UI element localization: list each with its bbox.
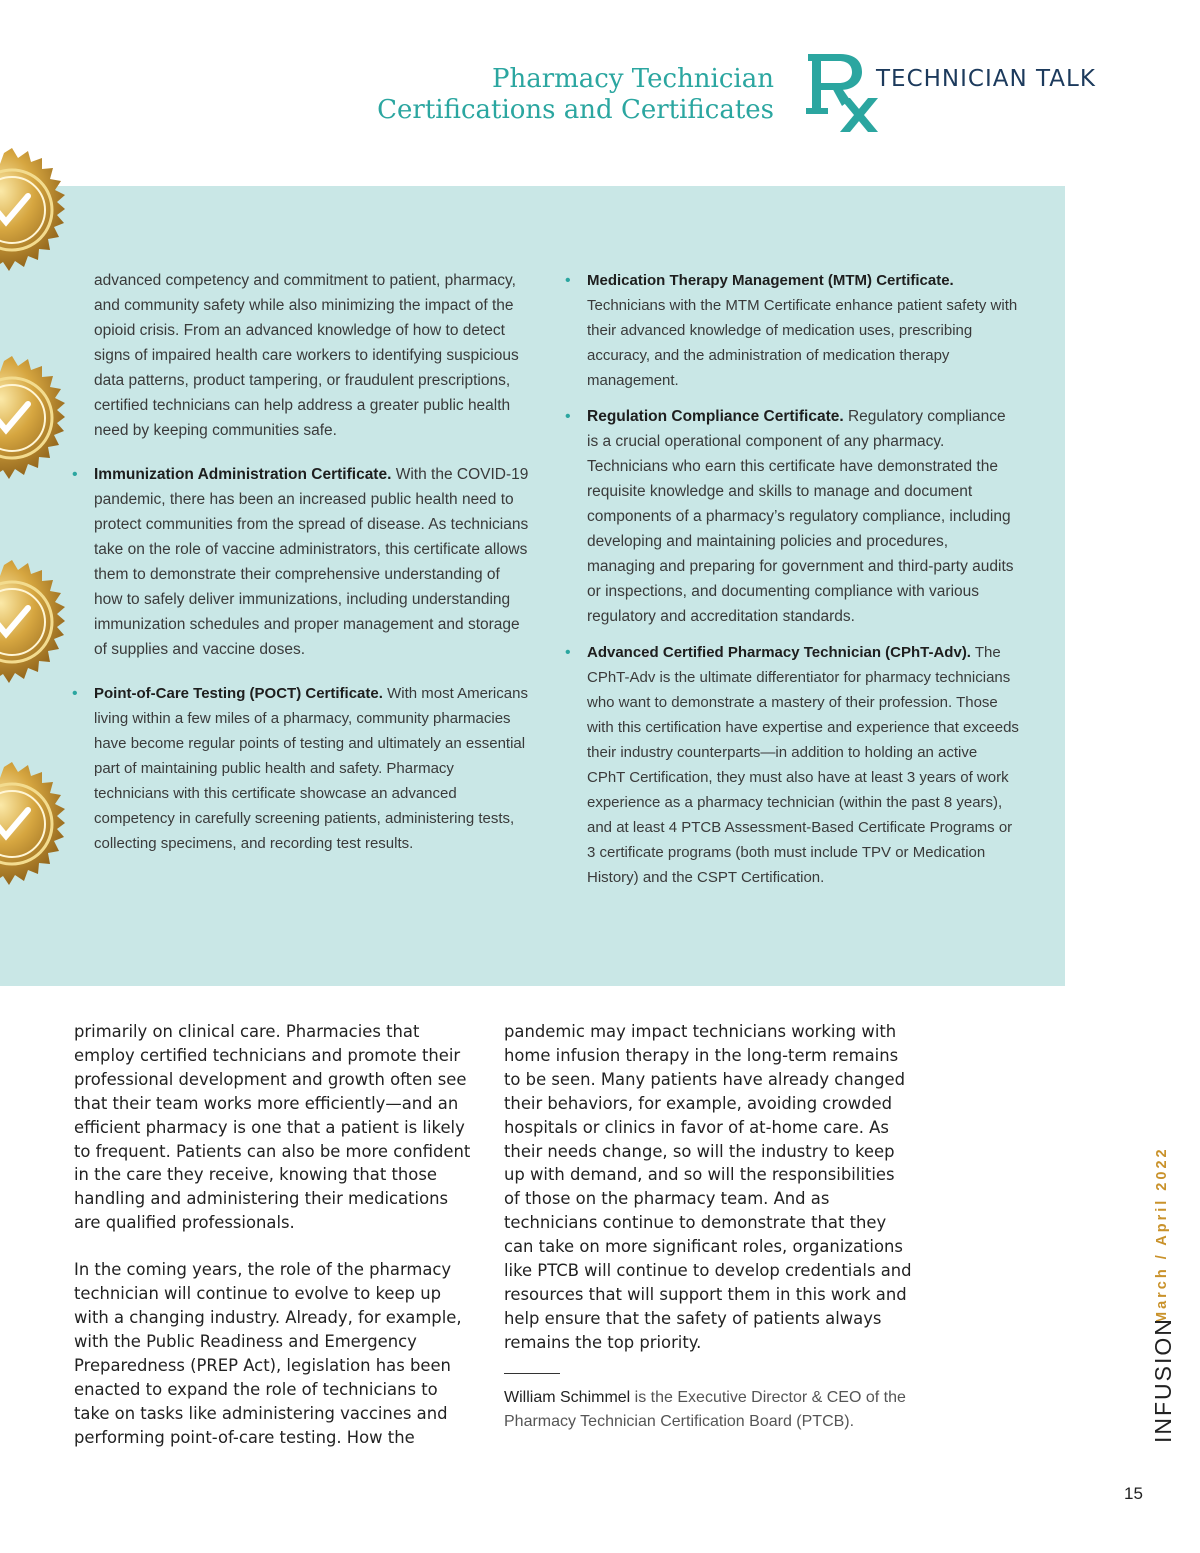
list-item-title: Regulation Compliance Certificate. bbox=[587, 408, 844, 425]
page-number: 15 bbox=[1124, 1484, 1143, 1503]
list-item-title: Medication Therapy Management (MTM) Certificate. bbox=[587, 272, 954, 289]
list-item-title: Point-of-Care Testing (POCT) Certificate. bbox=[94, 685, 383, 702]
list-item-text: With the COVID-19 pandemic, there has been an increased public health need to protect communities from the spread of disease. As technicians take on the role of vaccine administrators, this certificate allows them to demonstrate their comprehensive understanding of how to safely deliver immunizations, including understanding immunization schedules and proper management and storage of supplies and vaccine doses. bbox=[94, 466, 529, 658]
author-name: William Schimmel bbox=[504, 1388, 631, 1406]
certificates-panel bbox=[0, 186, 1065, 986]
list-item bbox=[94, 681, 530, 856]
section-label: TECHNICIAN TALK bbox=[876, 66, 1096, 92]
list-item bbox=[587, 404, 1019, 629]
gold-seal-icon bbox=[0, 356, 80, 492]
body-left-column bbox=[74, 1020, 476, 1449]
body-paragraph: In the coming years, the role of the pharmacy technician will continue to evolve to keep up with a changing industry. Already, for example, with the Public Readiness and Emergency Preparedness (PREP Act), legislation has been enacted to expand the role of technicians to take on tasks like administering vaccines and performing point-of-care testing. How the bbox=[74, 1260, 462, 1447]
list-item-title: Advanced Certified Pharmacy Technician (CPhT-Adv). bbox=[587, 644, 971, 661]
author-bio bbox=[504, 1386, 914, 1434]
rx-logo-icon bbox=[806, 48, 880, 134]
list-item-text: Technicians with the MTM Certificate enhance patient safety with their advanced knowledge of medication uses, prescribing accuracy, and the administration of medication therapy management. bbox=[587, 297, 1018, 389]
gold-seal-icon bbox=[0, 560, 80, 696]
article-title-line-1: Pharmacy Technician bbox=[491, 64, 774, 94]
panel-intro-text: advanced competency and commitment to patient, pharmacy, and community safety while also minimizing the impact of the opioid crisis. From an advanced knowledge of how to detect signs of impaired health care workers to identifying suspicious data patterns, product tampering, or fraudulent prescriptions, certified technicians can help address a greater public health need by keeping communities safe. bbox=[94, 272, 519, 439]
list-item bbox=[587, 640, 1019, 890]
author-bio-text: is the Executive Director & CEO of the Pharmacy Technician Certification Board (PTCB). bbox=[504, 1388, 906, 1430]
list-item-text: The CPhT-Adv is the ultimate differentiator for pharmacy technicians who want to demonstrate a mastery of their profession. Those with this certification have expertise and experience that exceeds their industry counterparts—in addition to holding an active CPhT Certification, they must also have at least 3 years of work experience as a pharmacy technician (within the past 8 years), and at least 4 PTCB Assessment-Based Certificate Programs or 3 certificate programs (both must include TPV or Medication History) and the CSPT Certification. bbox=[587, 644, 1019, 886]
panel-right-column bbox=[587, 268, 1019, 890]
gold-seal-icon bbox=[0, 148, 80, 284]
list-item-text: With most Americans living within a few miles of a pharmacy, community pharmacies have become regular points of testing and ultimately an essential part of maintaining public health and safety. Pharmacy technicians with this certificate showcase an advanced competency in carefully screening patients, administering tests, collecting specimens, and recording test results. bbox=[94, 685, 528, 852]
panel-left-column bbox=[94, 268, 530, 856]
list-item bbox=[587, 268, 1019, 393]
list-item bbox=[94, 462, 530, 662]
issue-date: March / April 2022 bbox=[1154, 1146, 1170, 1324]
magazine-name: INFUSION bbox=[1150, 1317, 1176, 1443]
list-item-text: Regulatory compliance is a crucial operational component of any pharmacy. Technicians who earn this certificate have demonstrated the requisite knowledge and skills to manage and document components of a pharmacy’s regulatory compliance, including developing and maintaining policies and procedures, managing and preparing for government and third-party audits or inspections, and documenting compliance with various regulatory and accreditation standards. bbox=[587, 408, 1014, 625]
divider bbox=[504, 1373, 560, 1374]
article-title bbox=[377, 64, 774, 126]
article-title-line-2: Certifications and Certificates bbox=[377, 95, 774, 125]
body-paragraph: primarily on clinical care. Pharmacies that employ certified technicians and promote their professional development and growth often see that their team works more efficiently—and an efficient pharmacy is one that a patient is likely to frequent. Patients can also be more confident in the care they receive, knowing that those handling and administering their medications are qualified professionals. bbox=[74, 1022, 471, 1233]
list-item-title: Immunization Administration Certificate. bbox=[94, 466, 392, 483]
gold-seal-icon bbox=[0, 762, 80, 898]
body-paragraph: pandemic may impact technicians working with home infusion therapy in the long-term remains to be seen. Many patients have already changed their behaviors, for example, avoiding crowded hospitals or clinics in favor of at-home care. As their needs change, so will the industry to keep up with demand, and so will the responsibilities of those on the pharmacy team. And as technicians continue to demonstrate that they can take on more significant roles, organizations like PTCB will continue to develop credentials and resources that will support them in this work and help ensure that the safety of patients always remains the top priority. bbox=[504, 1022, 912, 1352]
body-right-column bbox=[504, 1020, 914, 1434]
